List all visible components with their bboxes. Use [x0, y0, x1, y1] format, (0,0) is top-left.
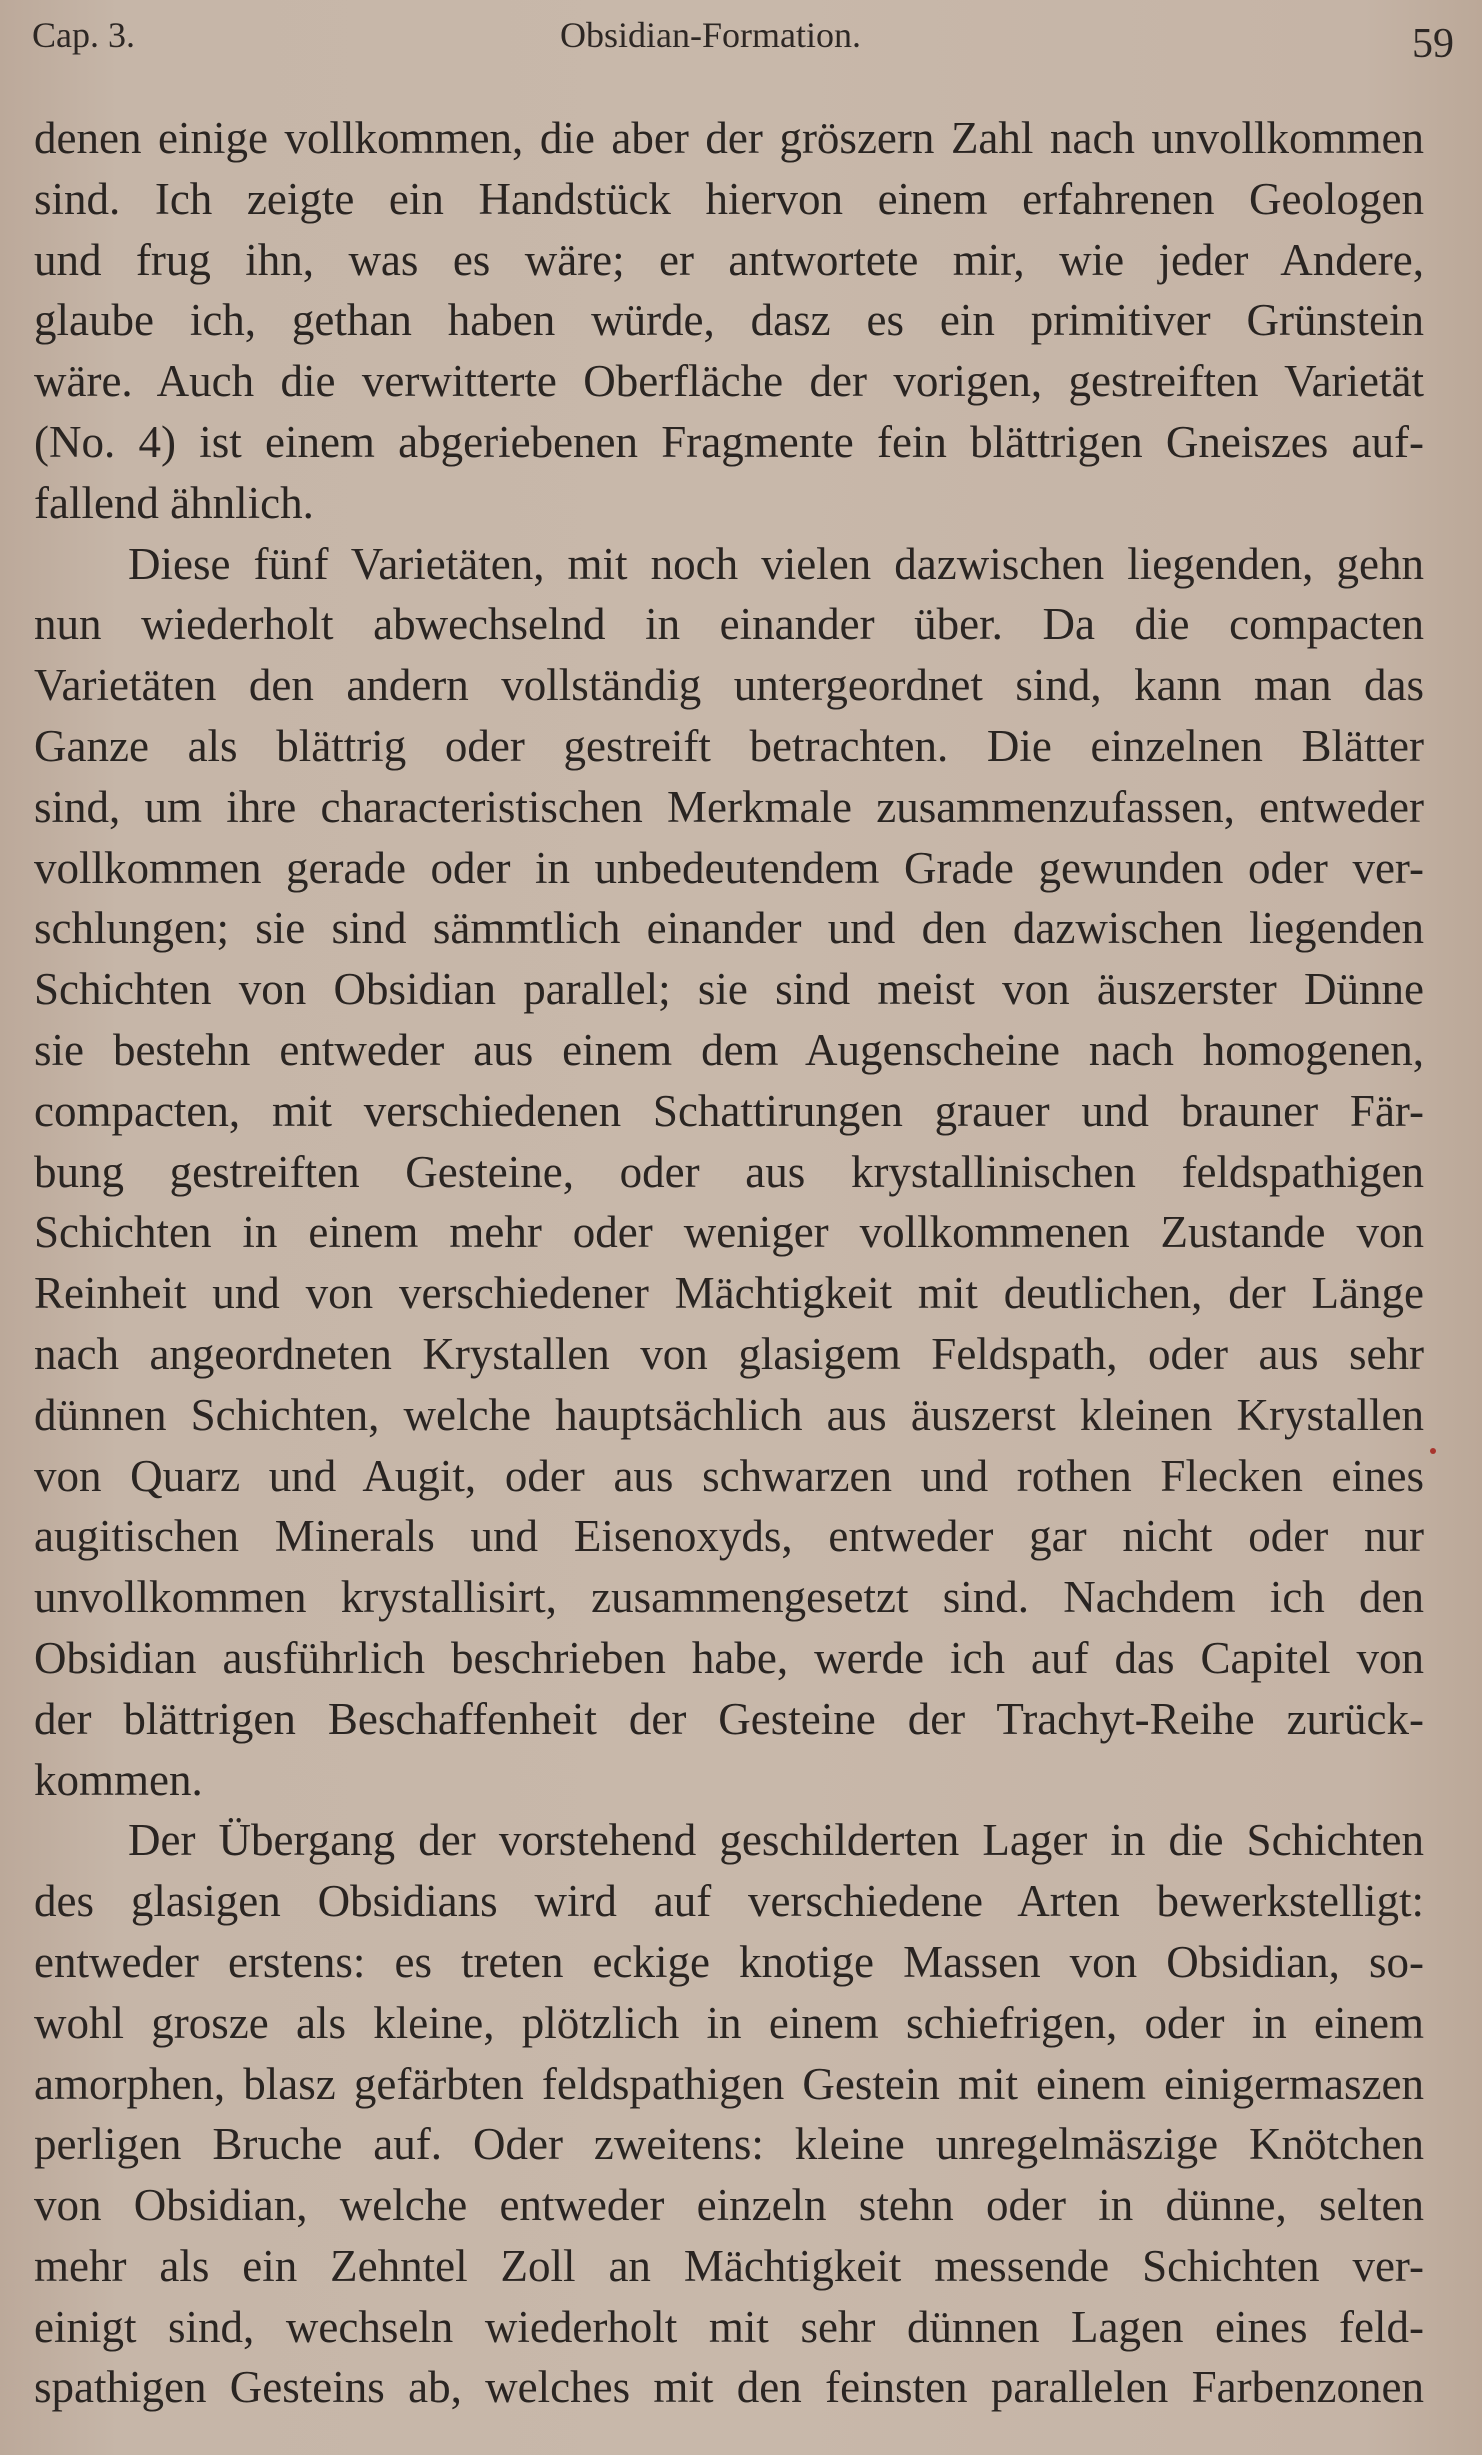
text-line: Schichten von Obsidian parallel; sie sind meist von äuszerster Dünne [34, 964, 1424, 1015]
running-title: Obsidian-Formation. [560, 15, 861, 55]
text-line: unvollkommen krystallisirt, zusammengesetzt sind. Nachdem ich den [34, 1572, 1424, 1623]
text-line: einigt sind, wechseln wiederholt mit sehr dünnen Lagen eines feld- [34, 2301, 1424, 2352]
text-line: von Quarz und Augit, oder aus schwarzen und rothen Flecken eines [34, 1450, 1424, 1501]
text-line: Varietäten den andern vollständig untergeordnet sind, kann man das [34, 660, 1424, 711]
text-line: nun wiederholt abwechselnd in einander über. Da die compacten [34, 599, 1424, 650]
text-line: entweder erstens: es treten eckige knotige Massen von Obsidian, so- [34, 1936, 1424, 1987]
text-line: perligen Bruche auf. Oder zweitens: kleine unregelmäszige Knötchen [34, 2119, 1424, 2170]
text-line: wohl grosze als kleine, plötzlich in einem schiefrigen, oder in einem [34, 1997, 1424, 2048]
text-line: Diese fünf Varietäten, mit noch vielen dazwischen liegenden, gehn [128, 538, 1424, 589]
text-line: wäre. Auch die verwitterte Oberfläche der vorigen, gestreiften Varietät [34, 356, 1424, 407]
text-line: dünnen Schichten, welche hauptsächlich aus äuszerst kleinen Krystallen [34, 1389, 1424, 1440]
text-line: Obsidian ausführlich beschrieben habe, werde ich auf das Capitel von [34, 1632, 1424, 1683]
text-line: amorphen, blasz gefärbten feldspathigen Gestein mit einem einigermaszen [34, 2058, 1424, 2109]
text-line: sie bestehn entweder aus einem dem Augenscheine nach homogenen, [34, 1024, 1424, 1075]
text-line: spathigen Gesteins ab, welches mit den feinsten parallelen Farbenzonen [34, 2362, 1424, 2413]
text-line: des glasigen Obsidians wird auf verschiedene Arten bewerkstelligt: [34, 1876, 1424, 1927]
text-line: glaube ich, gethan haben würde, dasz es ein primitiver Grünstein [34, 295, 1424, 346]
paragraph [34, 108, 1424, 534]
paragraph [34, 534, 1424, 1811]
text-line: compacten, mit verschiedenen Schattirungen grauer und brauner Fär- [34, 1085, 1424, 1136]
text-line: nach angeordneten Krystallen von glasigem Feldspath, oder aus sehr [34, 1328, 1424, 1379]
text-line: Schichten in einem mehr oder weniger vollkommenen Zustande von [34, 1207, 1424, 1258]
paragraph [34, 1810, 1424, 2418]
text-line: sind, um ihre characteristischen Merkmale zusammenzufassen, entweder [34, 781, 1424, 832]
text-line: Reinheit und von verschiedener Mächtigkeit mit deutlichen, der Länge [34, 1268, 1424, 1319]
running-header [32, 14, 1454, 74]
text-line: schlungen; sie sind sämmtlich einander und den dazwischen liegenden [34, 903, 1424, 954]
text-line: kommen. [34, 1754, 203, 1805]
text-line: der blättrigen Beschaffenheit der Gesteine der Trachyt-Reihe zurück- [34, 1693, 1424, 1744]
text-line: sind. Ich zeigte ein Handstück hiervon einem erfahrenen Geologen [34, 173, 1424, 224]
text-line: Ganze als blättrig oder gestreift betrachten. Die einzelnen Blätter [34, 720, 1424, 771]
chapter-label: Cap. 3. [32, 15, 135, 55]
text-line: augitischen Minerals und Eisenoxyds, entweder gar nicht oder nur [34, 1511, 1424, 1562]
text-line: mehr als ein Zehntel Zoll an Mächtigkeit messende Schichten ver- [34, 2240, 1424, 2291]
text-line: denen einige vollkommen, die aber der gröszern Zahl nach unvollkommen [34, 113, 1424, 163]
ink-speck [1430, 1448, 1436, 1454]
text-line: Der Übergang der vorstehend geschilderten Lager in die Schichten [128, 1815, 1424, 1866]
text-line: bung gestreiften Gesteine, oder aus krystallinischen feldspathigen [34, 1146, 1424, 1197]
body-text [34, 108, 1424, 2418]
page-number: 59 [1412, 21, 1454, 67]
text-line: fallend ähnlich. [34, 477, 314, 528]
text-line: (No. 4) ist einem abgeriebenen Fragmente fein blättrigen Gneiszes auf- [34, 416, 1424, 467]
text-line: von Obsidian, welche entweder einzeln stehn oder in dünne, selten [34, 2180, 1424, 2231]
text-line: vollkommen gerade oder in unbedeutendem Grade gewunden oder ver- [34, 842, 1424, 893]
text-line: und frug ihn, was es wäre; er antwortete mir, wie jeder Andere, [34, 234, 1424, 285]
